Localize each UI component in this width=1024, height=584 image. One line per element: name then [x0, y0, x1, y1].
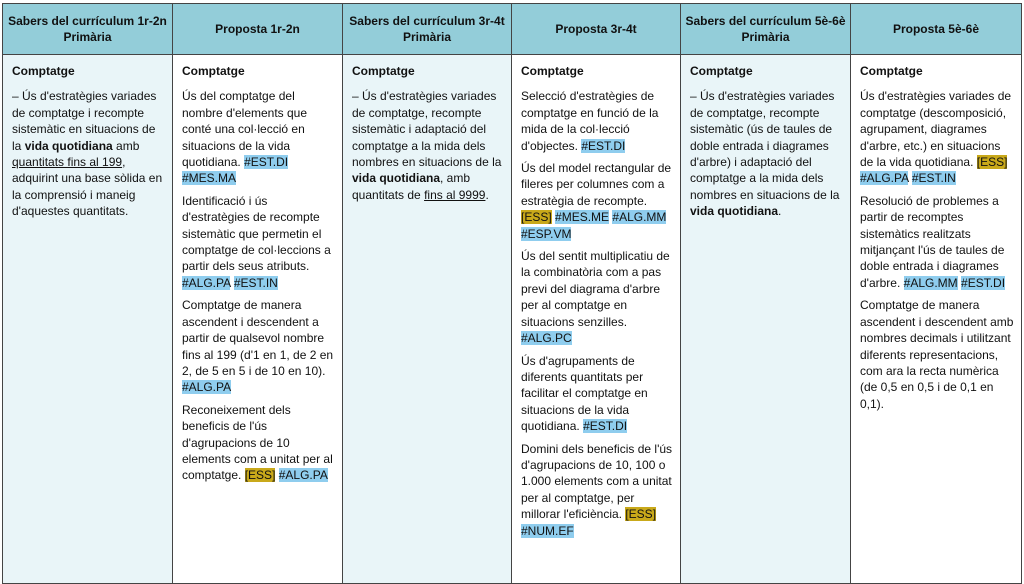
tag-badge: #MES.MA: [182, 171, 237, 186]
proposal-item: Ús del sentit multiplicatiu de la combinatòria com a pas previ del diagrama d'arbre per al comptatge en situacions senzilles. #ALG.PC: [521, 249, 670, 346]
underline-quantitats: fins al 9999: [424, 187, 486, 202]
section-title: Comptatge: [521, 64, 584, 78]
cell-proposta-5e-6e: [851, 55, 1022, 584]
header-sabers-3r-4t: Sabers del currículum 3r-4t Primària: [343, 4, 512, 55]
tag-badge: #EST.DI: [581, 138, 626, 153]
tag-badge: #MES.ME: [555, 210, 610, 225]
cell-sabers-3r-4t: [343, 55, 512, 584]
saber-text: – Ús d'estratègies variades de comptatge, recompte sistemàtic (ús de taules de doble entrada i diagrames d'arbre) i adaptació del comptatge a la mida dels nombres en situacions de la vida quotidiana.: [690, 89, 840, 219]
section-title: Comptatge: [12, 64, 75, 78]
saber-text: – Ús d'estratègies variades de comptatge i recompte sistemàtic en situacions de la vida quotidiana amb quantitats fins al 199, adquirint una base sòlida en la comprensió i maneig d'aquestes quantitats.: [12, 89, 163, 219]
header-sabers-1r-2n: Sabers del currículum 1r-2n Primària: [3, 4, 173, 55]
tag-badge: #ALG.PA: [182, 275, 231, 290]
proposal-item: Ús d'estratègies variades de comptatge (descomposició, agrupament, diagrames d'arbre, etc.) en situacions de la vida quotidiana. [ESS] #ALG.PA #EST.IN: [860, 89, 1012, 186]
tag-badge: #EST.DI: [244, 155, 289, 170]
tag-badge: #EST.DI: [583, 419, 628, 434]
header-row: [3, 4, 1022, 55]
saber-text: – Ús d'estratègies variades de comptatge, recompte sistemàtic i adaptació del comptatge a la mida dels nombres en situacions de la vida quotidiana, amb quantitats de fins al 9999.: [352, 89, 502, 202]
header-proposta-5e-6e: Proposta 5è-6è: [851, 4, 1022, 55]
header-proposta-3r-4t: Proposta 3r-4t: [512, 4, 681, 55]
proposal-item: Ús del comptatge del nombre d'elements que conté una col·lecció en situacions de la vida quotidiana. #EST.DI #MES.MA: [182, 89, 308, 186]
section-title: Comptatge: [352, 64, 415, 78]
cell-sabers-5e-6e: [681, 55, 851, 584]
emphasis-vida-quotidiana: vida quotidiana: [352, 171, 441, 186]
underline-quantitats: quantitats fins al 199: [12, 155, 123, 170]
header-proposta-1r-2n: Proposta 1r-2n: [173, 4, 343, 55]
proposal-item: Resolució de problemes a partir de recomptes sistemàtics realitzats mitjançant l'ús de taules de doble entrada i diagrames d'arbre. #ALG.MM #EST.DI: [860, 193, 1006, 290]
ess-badge: [ESS]: [625, 507, 657, 522]
tag-badge: #EST.IN: [233, 275, 278, 290]
proposal-item: Reconeixement dels beneficis de l'ús d'agrupacions de 10 elements com a unitat per al comptatge. [ESS] #ALG.PA: [182, 402, 333, 483]
tag-badge: #ALG.MM: [903, 275, 958, 290]
tag-badge: #NUM.EF: [521, 523, 574, 538]
cell-proposta-1r-2n: [173, 55, 343, 584]
proposal-item: Domini dels beneficis de l'ús d'agrupacions de 10, 100 o 1.000 elements com a unitat per al comptatge, per millorar l'eficiència. [ESS] #NUM.EF: [521, 441, 673, 538]
tag-badge: #ALG.PC: [521, 331, 572, 346]
ess-badge: [ESS]: [976, 155, 1008, 170]
proposal-item: Comptatge de manera ascendent i descendent a partir de qualsevol nombre fins al 199 (d'1 en 1, de 2 en 2, de 5 en 5 i de 10 en 10). #ALG.PA: [182, 298, 334, 395]
ess-badge: [ESS]: [244, 468, 276, 483]
proposal-item: Selecció d'estratègies de comptatge en funció de la mida de la col·lecció d'objectes. #EST.DI: [521, 89, 659, 153]
proposal-item: Ús del model rectangular de fileres per columnes com a estratègia de recompte. [ESS] #MES.ME #ALG.MM #ESP.VM: [521, 161, 672, 241]
tag-badge: #ALG.MM: [612, 210, 667, 225]
section-title: Comptatge: [860, 64, 923, 78]
tag-badge: #EST.DI: [961, 275, 1006, 290]
header-sabers-5e-6e: Sabers del currículum 5è-6è Primària: [681, 4, 851, 55]
proposal-item: Comptatge de manera ascendent i descendent amb nombres decimals i utilitzant diferents representacions, com ara la recta numèrica (de 0,5 en 0,5 i de 0,1 en 0,1).: [860, 298, 1014, 411]
emphasis-vida-quotidiana: vida quotidiana: [690, 204, 779, 219]
cell-sabers-1r-2n: [3, 55, 173, 584]
cell-proposta-3r-4t: [512, 55, 681, 584]
emphasis-vida-quotidiana: vida quotidiana: [24, 138, 113, 153]
tag-badge: #ALG.PA: [278, 468, 328, 483]
section-title: Comptatge: [690, 64, 753, 78]
tag-badge: #EST.IN: [911, 171, 956, 186]
content-row: [3, 55, 1022, 584]
proposal-item: Ús d'agrupaments de diferents quantitats per facilitar el comptatge en situacions de la vida quotidiana. #EST.DI: [521, 353, 648, 434]
section-title: Comptatge: [182, 64, 245, 78]
proposal-item: Identificació i ús d'estratègies de recompte sistemàtic que permetin el comptatge de col·leccions a partir dels seus atributs. #ALG.PA #EST.IN: [182, 193, 331, 290]
tag-badge: #ESP.VM: [521, 226, 572, 241]
curriculum-table: [2, 3, 1022, 584]
ess-badge: [ESS]: [521, 210, 552, 225]
tag-badge: #ALG.PA: [860, 171, 909, 186]
tag-badge: #ALG.PA: [182, 380, 232, 395]
